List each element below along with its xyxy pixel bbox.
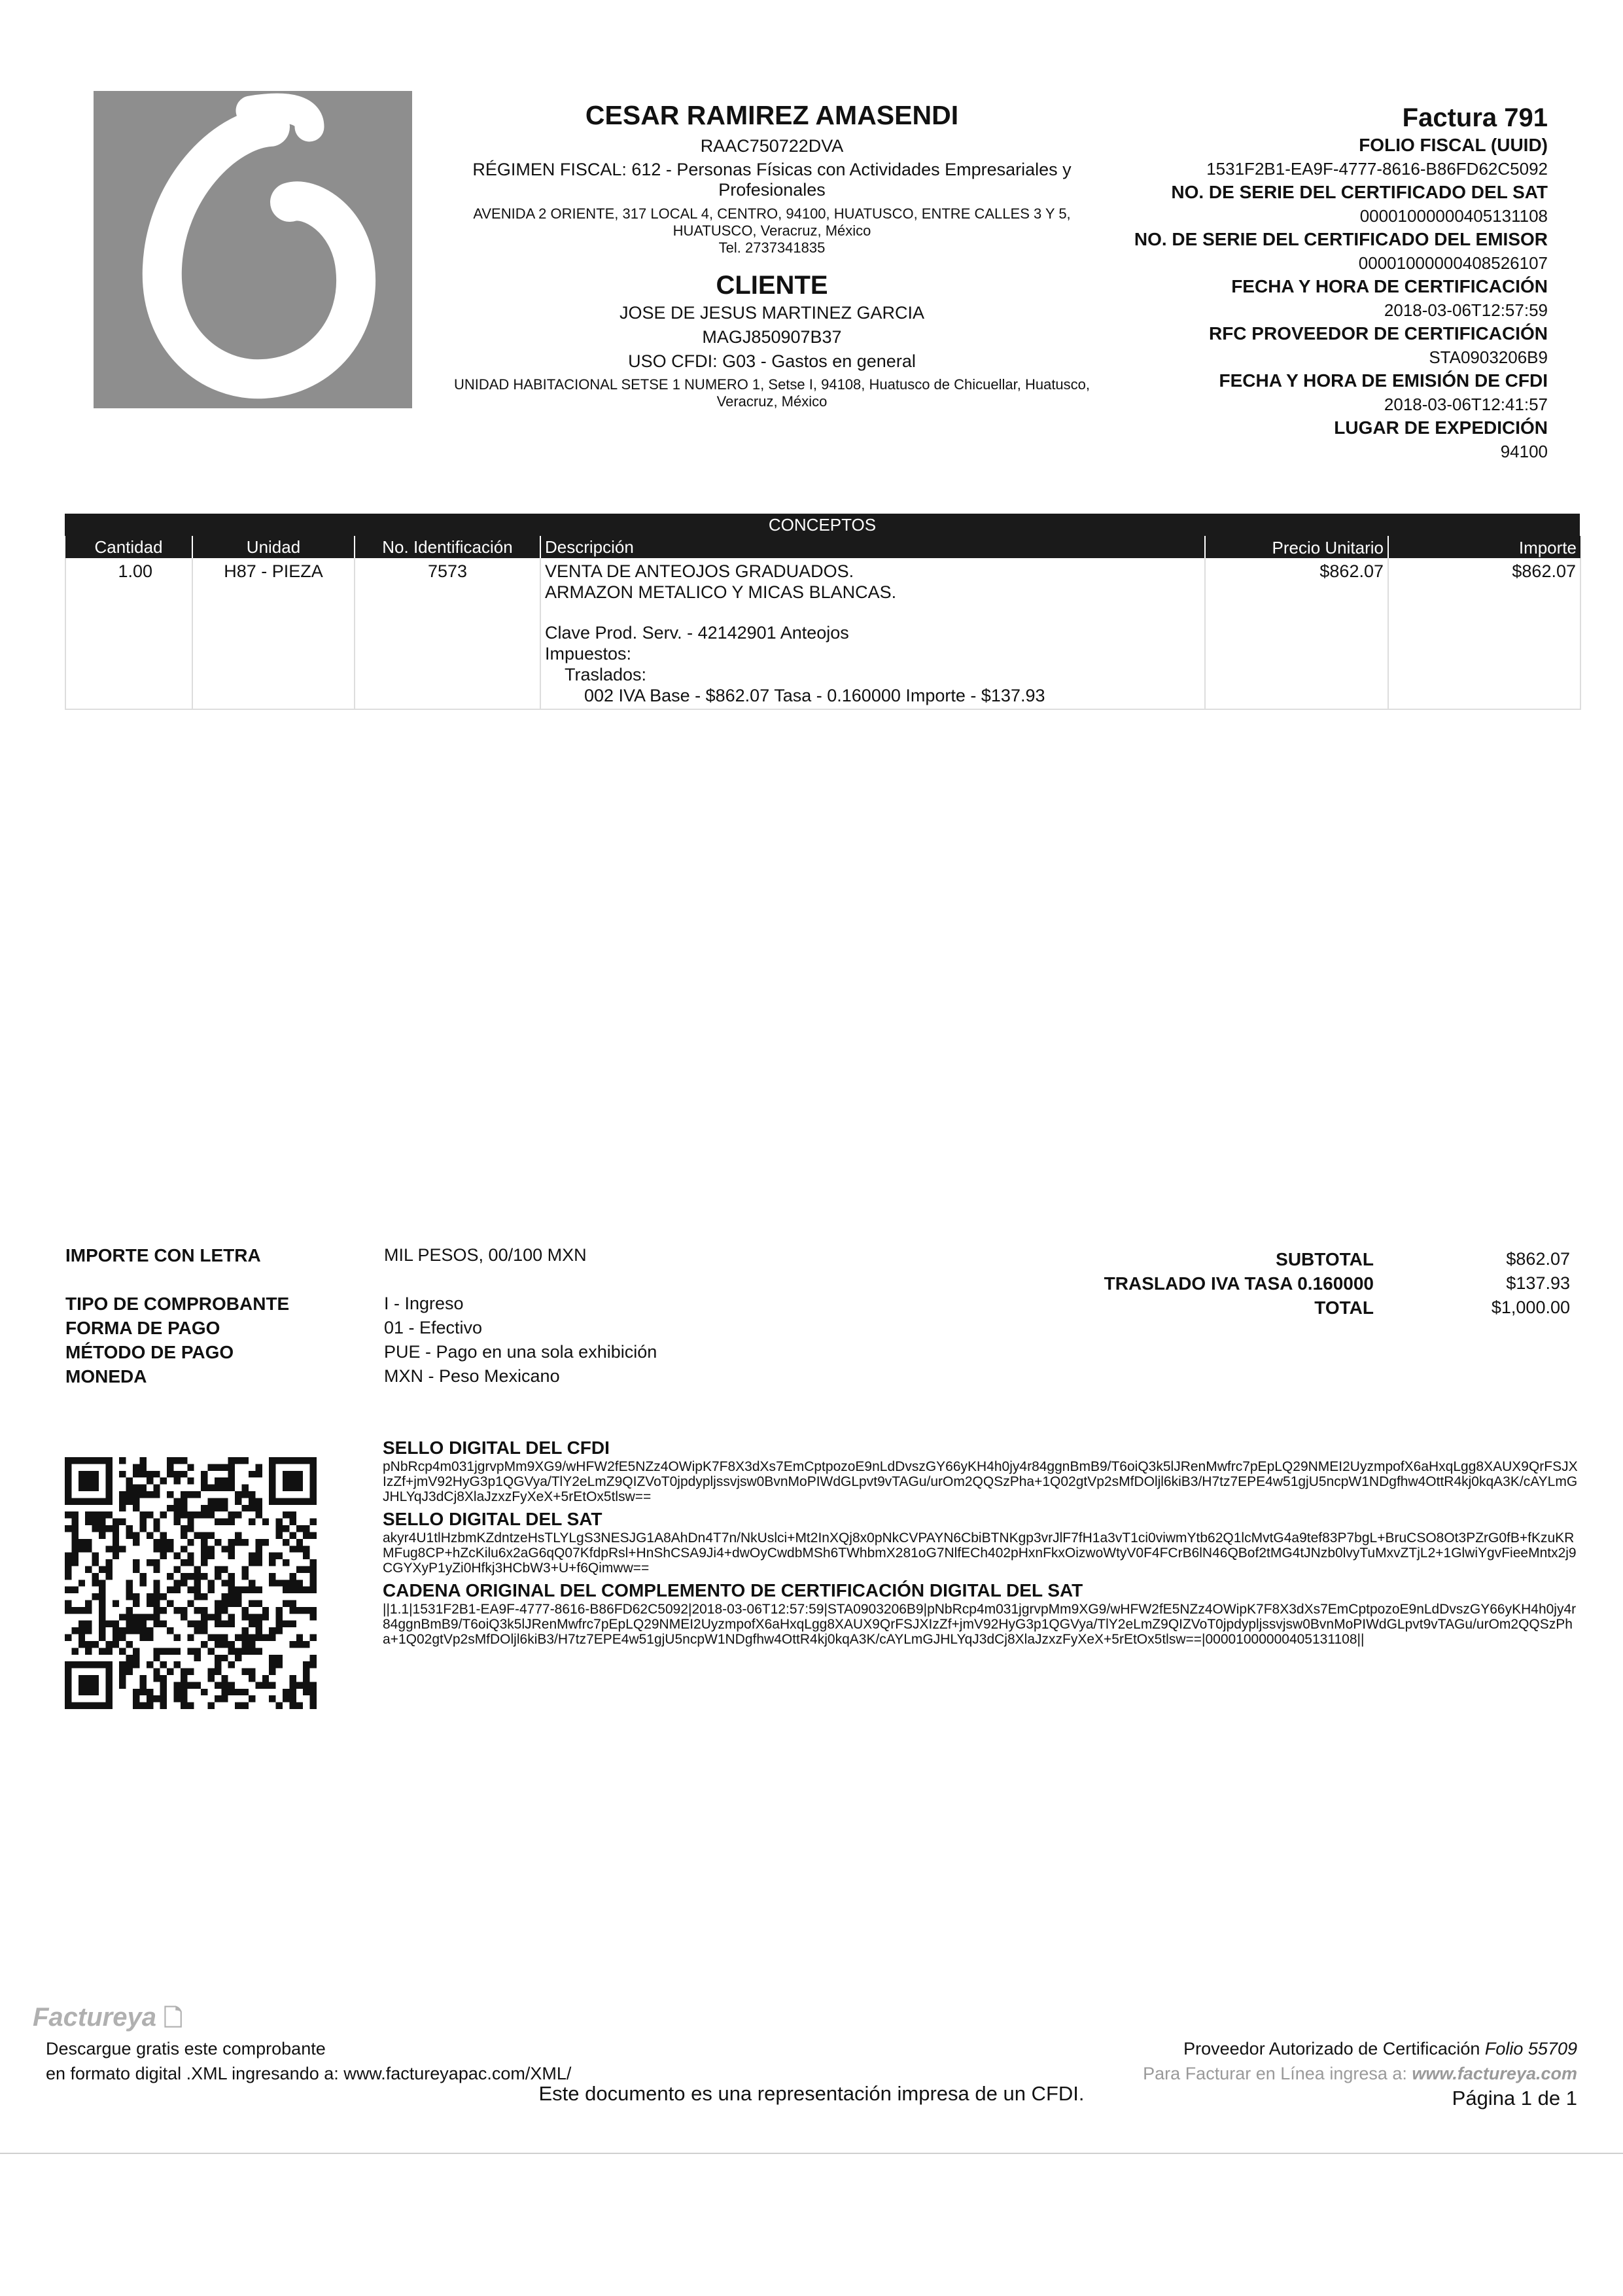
- header-unidad: Unidad: [192, 536, 355, 558]
- emission-date-label: FECHA Y HORA DE EMISIÓN DE CFDI: [1219, 370, 1548, 391]
- desc-impuestos: Impuestos:: [545, 644, 632, 663]
- company-logo: [94, 91, 412, 408]
- totals-block: [1034, 1247, 1570, 1320]
- page-number: Página 1 de 1: [1452, 2087, 1577, 2110]
- cadena-label: CADENA ORIGINAL DEL COMPLEMENTO DE CERTIFICACIÓN DIGITAL DEL SAT: [383, 1580, 1083, 1600]
- issuer-name: CESAR RAMIREZ AMASENDI: [585, 100, 959, 130]
- client-address: UNIDAD HABITACIONAL SETSE 1 NUMERO 1, Setse I, 94108, Huatusco de Chicuellar, Huatusco, Veracruz, México: [453, 376, 1091, 410]
- header-precio-unitario: Precio Unitario: [1205, 536, 1388, 558]
- cell-importe: $862.07: [1388, 558, 1580, 709]
- seals-block: [383, 1433, 1580, 1647]
- sello-cfdi-value: pNbRcp4m031jgrvpMm9XG9/wHFW2fE5NZz4OWipK7F8X3dXs7EmCptpozoE9nLdDvszGY66yKH4h0jy4r84ggnBmB9/T6oiQ3k5lJRenMwfrc7pEpLQ29NMEI2UyzmpofX6aHxqLgg8XAUX9QrFSJXIzZf+jmV92HyG3p1QGVya/TlY2eLmZ9QIZVoT0jpdypljssvjsw0BvnMoPIWdGLpvt9vTAGu/urOm2QQSzPha+1Q02gtVp2sMfDOljl6kiB3/H7tz7EPE4w51gjU5ncpW1NDgfhw4OttR4kj0kqA3K/cAYLmGJHLYqJ3dCj8XlaJzxzFyXeX+5rEtOx5tlsw==: [383, 1459, 1578, 1504]
- concepts-table: [65, 514, 1580, 710]
- issuer-address: AVENIDA 2 ORIENTE, 317 LOCAL 4, CENTRO, 94100, HUATUSCO, ENTRE CALLES 3 Y 5, HUATUSCO, Veracruz, México: [473, 205, 1071, 239]
- desc-iva: 002 IVA Base - $862.07 Tasa - 0.160000 Importe - $137.93: [584, 686, 1045, 705]
- cert-sat-value: 00001000000405131108: [1359, 206, 1548, 226]
- pac-folio: Folio 55709: [1484, 2039, 1577, 2058]
- desc-line-1: VENTA DE ANTEOJOS GRADUADOS.: [545, 561, 854, 581]
- header-no-identificacion: No. Identificación: [355, 536, 540, 558]
- pac-rfc-label: RFC PROVEEDOR DE CERTIFICACIÓN: [1208, 323, 1548, 344]
- place-value: 94100: [1500, 442, 1548, 461]
- desc-line-2: ARMAZON METALICO Y MICAS BLANCAS.: [545, 582, 897, 602]
- footer-left-line-1: Descargue gratis este comprobante: [46, 2039, 326, 2058]
- footer-center: Este documento es una representación impresa de un CFDI.: [538, 2082, 1085, 2105]
- client-name: JOSE DE JESUS MARTINEZ GARCIA: [619, 303, 925, 323]
- client-rfc: MAGJ850907B37: [702, 327, 842, 347]
- concepts-title: CONCEPTOS: [65, 514, 1580, 536]
- cert-emisor-value: 00001000000408526107: [1358, 253, 1548, 273]
- client-uso-cfdi: USO CFDI: G03 - Gastos en general: [628, 351, 916, 371]
- moneda-value: MXN - Peso Mexicano: [384, 1366, 560, 1386]
- cert-date-value: 2018-03-06T12:57:59: [1384, 300, 1548, 320]
- subtotal-value: $862.07: [1506, 1249, 1570, 1269]
- tipo-label: TIPO DE COMPROBANTE: [65, 1294, 290, 1314]
- issuer-phone: Tel. 2737341835: [718, 239, 826, 256]
- iva-label: TRASLADO IVA TASA 0.160000: [1104, 1273, 1374, 1294]
- qr-code-icon: [65, 1457, 317, 1709]
- payment-info: [65, 1243, 785, 1388]
- brand-name: Factureya: [33, 2003, 156, 2032]
- tipo-value: I - Ingreso: [384, 1294, 464, 1313]
- forma-value: 01 - Efectivo: [384, 1318, 483, 1337]
- issuer-block: [445, 98, 1099, 410]
- header-importe: Importe: [1388, 536, 1580, 558]
- qr-code: [65, 1457, 317, 1709]
- cert-emisor-label: NO. DE SERIE DEL CERTIFICADO DEL EMISOR: [1134, 229, 1548, 249]
- footer-left-line-2: en formato digital .XML ingresando a: www.factureyapac.com/XML/: [46, 2064, 572, 2083]
- footer-divider: [0, 2153, 1623, 2154]
- issuer-regimen: RÉGIMEN FISCAL: 612 - Personas Físicas con Actividades Empresariales y Profesionales: [472, 160, 1072, 200]
- logo-mark-icon: [94, 91, 412, 408]
- footer-right: [1143, 2036, 1577, 2111]
- header-cantidad: Cantidad: [65, 536, 192, 558]
- issuer-rfc: RAAC750722DVA: [700, 136, 844, 156]
- invoice-title: Factura 791: [1402, 103, 1548, 132]
- cell-descripcion: [540, 558, 1205, 709]
- client-title: CLIENTE: [716, 271, 828, 300]
- sello-sat-label: SELLO DIGITAL DEL SAT: [383, 1509, 602, 1529]
- cadena-value: ||1.1|1531F2B1-EA9F-4777-8616-B86FD62C5092|2018-03-06T12:57:59|STA0903206B9|pNbRcp4m031jgrvpMm9XG9/wHFW2fE5NZz4OWipK7F8X3dXs7EmCptpozoE9nLdDvszGY66yKH4h0jy4r84ggnBmB9/T6oiQ3k5lJRenMwfrc7pEpLQ29NMEI2UyzmpofX6aHxqLgg8XAUX9QrFSJXIzZf+jmV92HyG3p1QGVya/TlY2eLmZ9QIZVoT0jpdypljssvjsw0BvnMoPIWdGLpvt9vTAGu/urOm2QQSzPha+1Q02gtVp2sMfDOljl6kiB3/H7tz7EPE4w51gjU5ncpW1NDgfhw4OttR4kj0kqA3K/cAYLmGJHLYqJ3dCj8XlaJzxzFyXeX+5rEtOx5tlsw==|00001000000405131108||: [383, 1602, 1577, 1647]
- table-row: [65, 558, 1580, 709]
- total-value: $1,000.00: [1491, 1298, 1570, 1317]
- forma-label: FORMA DE PAGO: [65, 1318, 220, 1338]
- pac-rfc-value: STA0903206B9: [1429, 347, 1548, 367]
- cert-date-label: FECHA Y HORA DE CERTIFICACIÓN: [1231, 276, 1548, 296]
- moneda-label: MONEDA: [65, 1366, 147, 1386]
- factureya-logo: [33, 2001, 183, 2041]
- cert-sat-label: NO. DE SERIE DEL CERTIFICADO DEL SAT: [1171, 182, 1548, 202]
- pac-label: Proveedor Autorizado de Certificación: [1183, 2039, 1480, 2058]
- importe-letra-value: MIL PESOS, 00/100 MXN: [384, 1245, 587, 1265]
- cell-cantidad: 1.00: [65, 558, 192, 709]
- cell-id: 7573: [355, 558, 540, 709]
- folio-label: FOLIO FISCAL (UUID): [1359, 135, 1548, 155]
- online-invoice-link[interactable]: www.factureya.com: [1412, 2064, 1577, 2083]
- metodo-value: PUE - Pago en una sola exhibición: [384, 1342, 657, 1362]
- sello-sat-value: akyr4U1tlHzbmKZdntzeHsTLYLgS3NESJG1A8AhDn4T7n/NkUslci+Mt2InXQj8x0pNkCVPAYN6CbiBTNKgp3vrJlF7fH1a3vT1ci0viwmYtb62Q1lcMvtG4a9tef83P7bgL+BruCSO8Ot3PZrG0fB+fKzuKRMFug8CP+hZcKilu6x2aG6qQ07KfdpRsl+HnShCSA9Ji4+dwOyCwdbMSh6TWhbmX281oG7NlfECh402pHxnFkxOizwoWtyV0F4FCrB6lN46QBof2tMG4tJNzb0lvyTuMxvZTjL2+1GlwiYgvFieeMntx2j9CGYXyP1yZi0Hfkj3HCbW3+U+f6Qimww==: [383, 1530, 1577, 1576]
- importe-letra-label: IMPORTE CON LETRA: [65, 1245, 261, 1265]
- total-label: TOTAL: [1314, 1298, 1374, 1318]
- metodo-label: MÉTODO DE PAGO: [65, 1342, 234, 1362]
- footer-left: [46, 2036, 571, 2086]
- desc-clave: Clave Prod. Serv. - 42142901 Anteojos: [545, 623, 849, 643]
- invoice-header: [1077, 102, 1548, 463]
- iva-value: $137.93: [1506, 1273, 1570, 1293]
- header-descripcion: Descripción: [540, 536, 1205, 558]
- folio-value: 1531F2B1-EA9F-4777-8616-B86FD62C5092: [1206, 159, 1548, 179]
- emission-date-value: 2018-03-06T12:41:57: [1384, 395, 1548, 414]
- cell-precio: $862.07: [1205, 558, 1388, 709]
- subtotal-label: SUBTOTAL: [1276, 1249, 1374, 1269]
- sello-cfdi-label: SELLO DIGITAL DEL CFDI: [383, 1438, 610, 1458]
- place-label: LUGAR DE EXPEDICIÓN: [1334, 417, 1548, 438]
- cell-unidad: H87 - PIEZA: [192, 558, 355, 709]
- desc-traslados: Traslados:: [565, 665, 647, 684]
- online-invoice-text: Para Facturar en Línea ingresa a:: [1143, 2064, 1407, 2083]
- document-icon: 🗋: [164, 2004, 183, 2031]
